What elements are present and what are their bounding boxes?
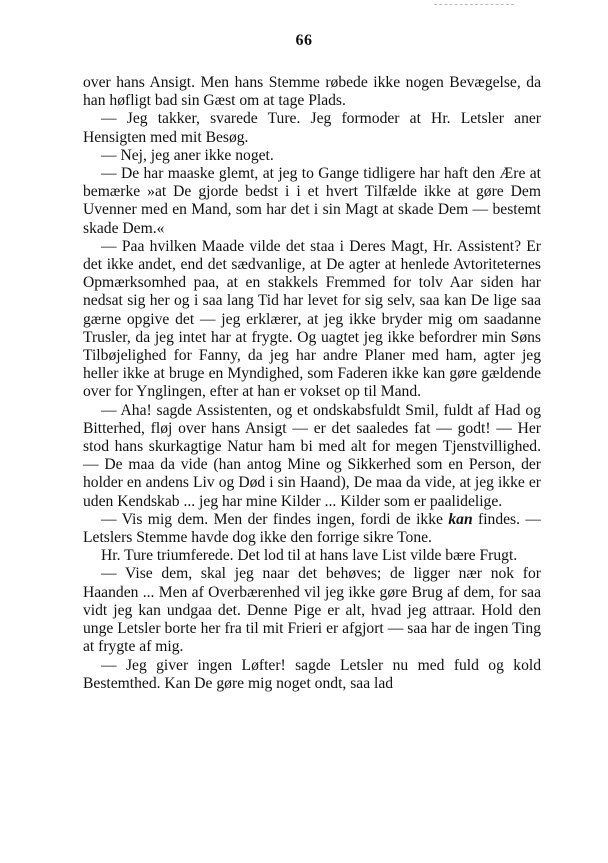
page-number: 66 xyxy=(295,32,313,49)
paragraph-6: — Aha! sagde Assistenten, og et ondskabsfuldt Smil, fuldt af Had og Bitterhed, fløj over hans Ansigt — er det saaledes fat — godt! — Her stod hans skurkagtige Natur ham bi med alt for megen Tjenstvillighed. — De maa da vide (han antog Mine og Sikkerhed som en Person, der holder en andens Liv og Død i sin Haand), De maa da vide, at jeg ikke er uden Kendskab ... jeg har mine Kilder ... Kilder som er paalidelige. xyxy=(83,401,541,510)
paragraph-9: — Vise dem, skal jeg naar det behøves; de ligger nær nok for Haanden ... Men af Overbærenhed vil jeg ikke gøre Brug af dem, for saa vidt jeg kan undgaa det. Denne Pige er alt, hvad jeg attraar. Hold den unge Letsler borte her fra til mit Frieri er afgjort — saa har de ingen Ting at frygte af mig. xyxy=(83,565,541,656)
paragraph-4: — De har maaske glemt, at jeg to Gange tidligere har haft den Ære at bemærke »at De gjorde bedst i i et hvert Tilfælde ikke at gøre Dem Uvenner med en Mand, som har det i sin Magt at skade Dem — bestemt skade Dem.« xyxy=(83,165,541,237)
paragraph-1: over hans Ansigt. Men hans Stemme røbede ikke nogen Bevægelse, da han høfligt bad sin Gæst om at tage Plads. xyxy=(83,74,541,110)
paragraph-3: — Nej, jeg aner ikke noget. xyxy=(101,146,274,164)
paragraph-2: — Jeg takker, svarede Ture. Jeg formoder at Hr. Letsler aner Hensigten med mit Besøg. xyxy=(83,110,541,146)
scan-artifact-marks xyxy=(434,4,514,7)
paragraph-8: Hr. Ture triumferede. Det lod til at hans lave List vilde bære Frugt. xyxy=(101,547,518,565)
paragraph-5: — Paa hvilken Maade vilde det staa i Deres Magt, Hr. Assistent? Er det ikke andet, end det sædvanlige, at De agter at henlede Avtoriteternes Opmærksomhed paa, at en stakkels Fremmed for tolv Aar siden har nedsat sig her og i saa lang Tid har levet for sig selv, saa kan De lige saa gærne opgive det — jeg erklærer, at jeg ikke bryder mig om saadanne Trusler, da jeg intet har at frygte. Og uagtet jeg ikke befordrer min Søns Tilbøjelighed for Fanny, da jeg har andre Planer med ham, agter jeg heller ikke at bruge en Myndighed, som Faderen ikke kan gøre gældende over for Ynglingen, efter at han er vokset op til Mand. xyxy=(83,237,541,401)
paragraph-7-part-2: findes. — Letslers Stemme havde dog ikke den forrige sikre Tone. xyxy=(83,510,542,547)
paragraph-7 xyxy=(83,511,541,547)
body-text xyxy=(83,74,541,693)
paragraph-7-part-1: — Vis mig dem. Men der findes ingen, fordi de ikke xyxy=(101,510,449,528)
paragraph-10: — Jeg giver ingen Løfter! sagde Letsler nu med fuld og kold Bestemthed. Kan De gøre mig noget ondt, saa lad xyxy=(83,656,541,692)
emphasized-word: kan xyxy=(448,510,473,528)
